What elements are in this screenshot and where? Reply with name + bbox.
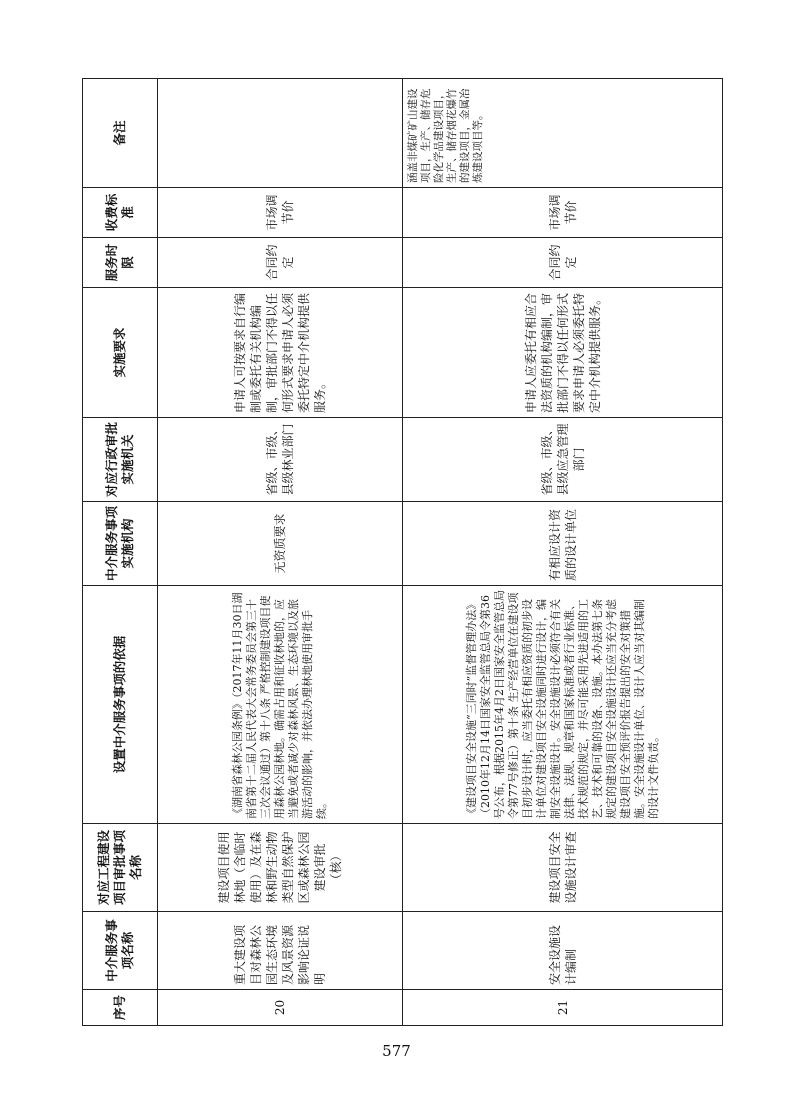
rotated-regulation-table — [82, 79, 722, 1026]
row-seq: 20 — [158, 990, 403, 1026]
row-project-item-line: 建设项目安全设施设计审查 — [547, 831, 578, 904]
header-project-item: 对应工程建设项目审批事项名称 — [83, 824, 158, 912]
table-header-row — [83, 79, 158, 1026]
header-basis: 设置中介服务事项的依据 — [83, 586, 158, 824]
table-row — [158, 79, 403, 1026]
row-remark: 涵盖非煤矿矿山建设项目，生产、储存危险化学品建设项目，生产、储存烟花爆竹的建设项目，金属冶炼建设项目等。 — [403, 79, 723, 188]
table-row — [403, 79, 723, 1026]
row-project-item — [158, 824, 403, 912]
header-fee: 收费标准 — [83, 188, 158, 238]
page-number: 577 — [382, 1042, 411, 1060]
header-service-name: 中介服务事项名称 — [83, 912, 158, 990]
row-service-name: 安全设施设计编制 — [403, 912, 723, 990]
header-requirement: 实施要求 — [83, 288, 158, 418]
service-items-table — [82, 78, 723, 1026]
header-seq: 序号 — [83, 990, 158, 1026]
row-fee: 市场调节价 — [158, 188, 403, 238]
row-org: 有相应设计资质的设计单位 — [403, 502, 723, 586]
header-org: 中介服务事项实施机构 — [83, 502, 158, 586]
row-seq: 21 — [403, 990, 723, 1026]
row-requirement: 申请人应委托有相应合法资质的机构编制，审批部门不得以任何形式要求申请人必须委托特定中介机构提供服务。 — [403, 288, 723, 418]
row-basis: 《湖南省森林公园条例》（2017年11月30日湖南省第十二届人民代表大会常务委员会第三十三次会议通过）第十八条 严格控制建设项目使用森林公园林地。确需占用和征收林地的，应当避免或者减少对森林风景、生态环境以及旅游活动的影响，并依法办理林地使用审批手续。 — [158, 586, 403, 824]
row-project-item — [403, 824, 723, 912]
row-basis: 《建设项目安全设施“三同时”监督管理办法》（2010年12月14日国家安全监管总局令第36号公布，根据2015年4月2日国家安全监管总局令第77号修正）第十条 生产经营单位在建设项目初步设计时，应当委托有相应资质的初步设计单位对建设项目安全设施同时进行设计，编制安全设施设计。安全设施设计必须符合有关法律、法规、规章和国家标准或者行业标准、技术规范的规定，并尽可能采用先进适用的工艺、技术和可靠的设备、设施。本办法第七条规定的建设项目安全设施设计还应当充分考虑建设项目安全预评价报告提出的安全对策措施。安全设施设计单位、设计人应当对其编制的设计文件负责。 — [403, 586, 723, 824]
row-project-item-line: （核） — [329, 849, 343, 886]
row-time-limit: 合同约定 — [158, 238, 403, 288]
header-dept: 对应行政审批实施机关 — [83, 418, 158, 502]
row-fee: 市场调节价 — [403, 188, 723, 238]
row-org: 无资质要求 — [158, 502, 403, 586]
row-project-item-line: 建设项目使用林地（含临时使用）及在森林和野生动物类型自然保护区或森林公园建设审批 — [217, 831, 327, 904]
row-service-name: 重大建设项目对森林公园生态环境及风景资源影响论证说明 — [158, 912, 403, 990]
row-requirement: 申请人可按要求自行编制或委托有关机构编制，审批部门不得以任何形式要求申请人必须委托特定中介机构提供服务。 — [158, 288, 403, 418]
row-remark — [158, 79, 403, 188]
row-dept: 省级、市级、县级林业部门 — [158, 418, 403, 502]
row-time-limit: 合同约定 — [403, 238, 723, 288]
row-dept: 省级、市级、县级应急管理部门 — [403, 418, 723, 502]
header-remark: 备注 — [83, 79, 158, 188]
header-time-limit: 服务时限 — [83, 238, 158, 288]
